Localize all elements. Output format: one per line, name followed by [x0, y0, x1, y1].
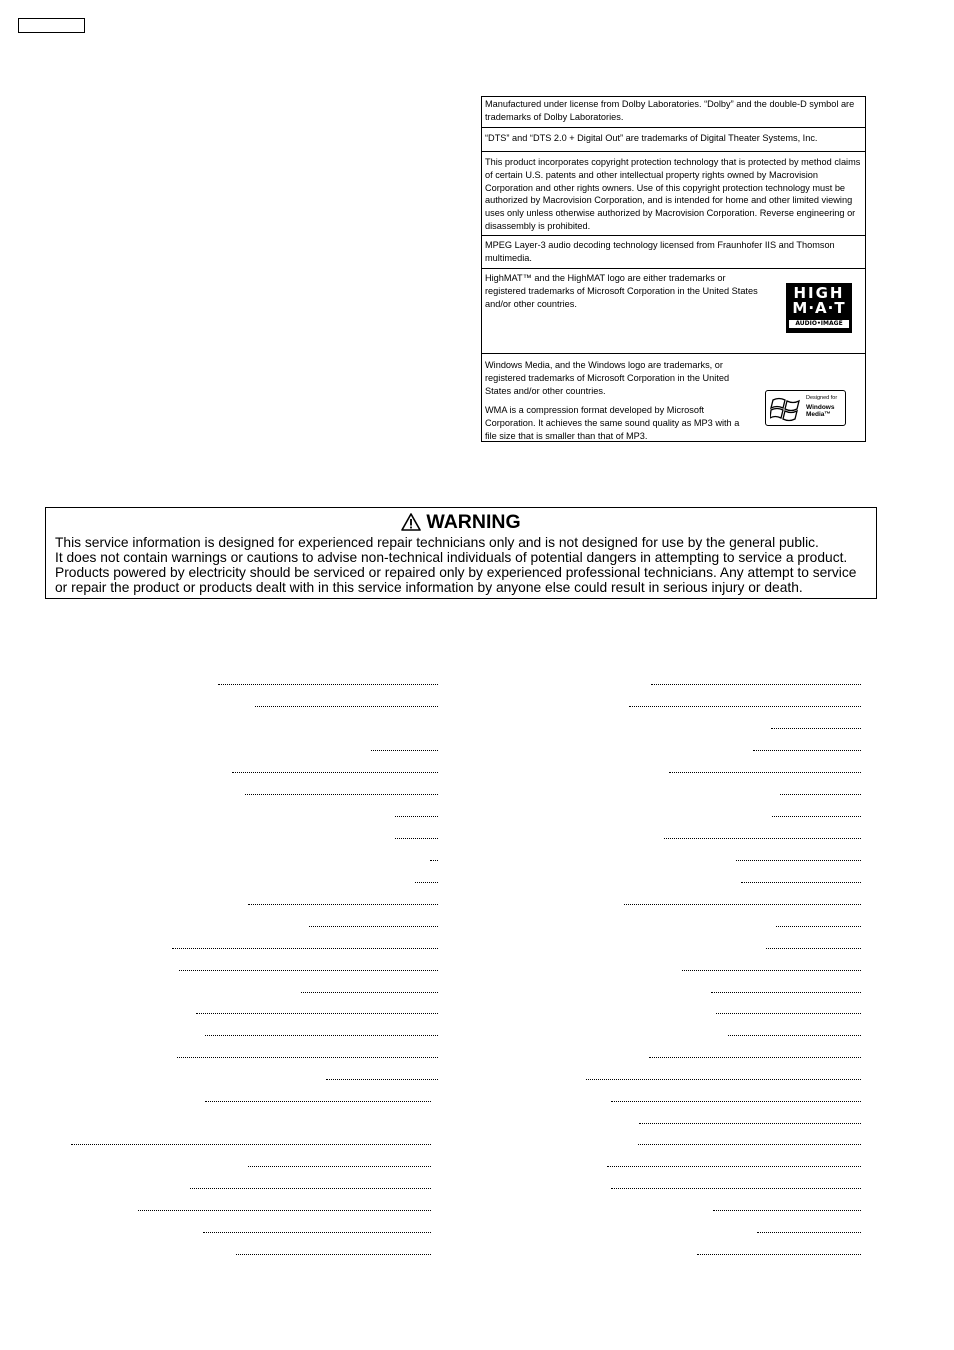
- trademark-notice-box: [481, 96, 866, 442]
- highmat-text: HighMAT™ and the HighMAT logo are either trademarks or registered trademarks of Microsoft Corporation in the United States and/or other countries.: [485, 273, 758, 309]
- warning-line: or repair the product or products dealt with in this service information by anyone else could result in serious injury or death.: [55, 580, 803, 595]
- windows-media-notice: [482, 354, 865, 457]
- highmat-logo-line1: HIGH: [793, 284, 845, 302]
- toc-leader: [771, 728, 861, 729]
- toc-leader: [138, 1210, 431, 1211]
- toc-leader: [179, 970, 438, 971]
- toc-leader: [716, 1013, 861, 1014]
- mpeg-notice: [482, 236, 865, 269]
- toc-leader: [736, 860, 861, 861]
- toc-leader: [190, 1188, 431, 1189]
- windows-logo-media: Media™: [806, 411, 831, 418]
- toc-leader: [248, 1166, 431, 1167]
- macrovision-text: This product incorporates copyright protection technology that is protected by method claims of certain U.S. patents and other intellectual property rights owned by Macrovision Corporation and other rights owners. Use of this copyright protection technology must be authorized by Macrovision Corporation, and is intended for home and other limited viewing uses only unless otherwise authorized by Macrovision Corporation. Reverse engineering or disassembly is prohibited.: [485, 157, 861, 231]
- toc-leader: [780, 794, 861, 795]
- toc-leader: [669, 772, 861, 773]
- toc-leader: [651, 684, 861, 685]
- toc-leader: [611, 1101, 861, 1102]
- warning-heading: [46, 510, 876, 534]
- dts-notice: [482, 128, 865, 152]
- toc-leader: [371, 750, 438, 751]
- toc-leader: [255, 706, 438, 707]
- warning-triangle-icon: [401, 513, 421, 531]
- highmat-notice: [482, 269, 865, 354]
- toc-leader: [248, 904, 438, 905]
- mpeg-text: MPEG Layer-3 audio decoding technology licensed from Fraunhofer IIS and Thomson multimedia.: [485, 240, 835, 263]
- dts-text: “DTS” and “DTS 2.0 + Digital Out” are trademarks of Digital Theater Systems, Inc.: [485, 133, 818, 143]
- toc-leader: [309, 926, 438, 927]
- toc-leader: [71, 1144, 431, 1145]
- toc-leader: [639, 1123, 861, 1124]
- toc-leader: [205, 1101, 431, 1102]
- toc-leader: [638, 1144, 861, 1145]
- toc-leader: [753, 750, 861, 751]
- warning-body: [55, 535, 870, 595]
- toc-leader: [177, 1057, 438, 1058]
- warning-line: Products powered by electricity should be serviced or repaired only by experienced professional technicians. Any attempt to service: [55, 565, 857, 580]
- toc-leader: [203, 1232, 431, 1233]
- toc-leader: [395, 816, 438, 817]
- toc-leader: [415, 882, 438, 883]
- windows-logo-windows: Windows: [806, 404, 835, 411]
- toc-leader: [611, 1188, 861, 1189]
- toc-leader: [236, 1254, 431, 1255]
- toc-leader: [772, 816, 861, 817]
- warning-line: This service information is designed for experienced repair technicians only and is not designed for use by the general public.: [55, 535, 819, 550]
- toc-leader: [757, 1232, 861, 1233]
- toc-leader: [711, 992, 861, 993]
- toc-leader: [664, 838, 861, 839]
- warning-line: It does not contain warnings or cautions to advise non-technical individuals of potential dangers in attempting to service a product.: [55, 550, 848, 565]
- windows-flag-icon: [770, 396, 802, 422]
- toc-leader: [624, 904, 861, 905]
- warning-box: [45, 507, 877, 599]
- toc-leader: [395, 838, 438, 839]
- toc-leader: [649, 1057, 861, 1058]
- toc-leader: [218, 684, 438, 685]
- toc-leader: [766, 948, 861, 949]
- toc-leader: [741, 882, 861, 883]
- toc-leader: [607, 1166, 861, 1167]
- windows-media-text: Windows Media, and the Windows logo are trademarks, or registered trademarks of Microsoft Corporation in the United States and/or other countries.: [485, 360, 730, 396]
- highmat-logo-line3: AUDIO•IMAGE: [789, 320, 849, 328]
- wma-text: WMA is a compression format developed by Microsoft Corporation. It achieves the same sound quality as MP3 with a file size that is smaller than that of MP3.: [485, 405, 740, 441]
- toc-leader: [245, 794, 438, 795]
- windows-logo-designed-for: Designed for: [806, 395, 838, 401]
- dolby-notice: [482, 97, 865, 128]
- toc-leader: [629, 706, 861, 707]
- toc-leader: [728, 1035, 861, 1036]
- toc-leader: [430, 860, 438, 861]
- toc-leader: [196, 1013, 438, 1014]
- toc-leader: [586, 1079, 861, 1080]
- windows-media-logo: [765, 390, 846, 426]
- toc-leader: [301, 992, 438, 993]
- toc-leader: [682, 970, 861, 971]
- warning-title: WARNING: [426, 511, 521, 533]
- toc-leader: [172, 948, 438, 949]
- model-tag-box: [18, 18, 85, 33]
- toc-leader: [776, 926, 861, 927]
- toc-leader: [205, 1035, 438, 1036]
- toc-leader: [326, 1079, 438, 1080]
- toc-leader: [697, 1254, 861, 1255]
- toc-leader: [713, 1210, 861, 1211]
- highmat-logo: [786, 283, 852, 333]
- macrovision-notice: [482, 152, 865, 236]
- highmat-logo-line2: M·A·T: [792, 299, 846, 317]
- toc-leader: [232, 772, 438, 773]
- dolby-text: Manufactured under license from Dolby Laboratories. “Dolby” and the double-D symbol are trademarks of Dolby Laboratories.: [485, 99, 855, 122]
